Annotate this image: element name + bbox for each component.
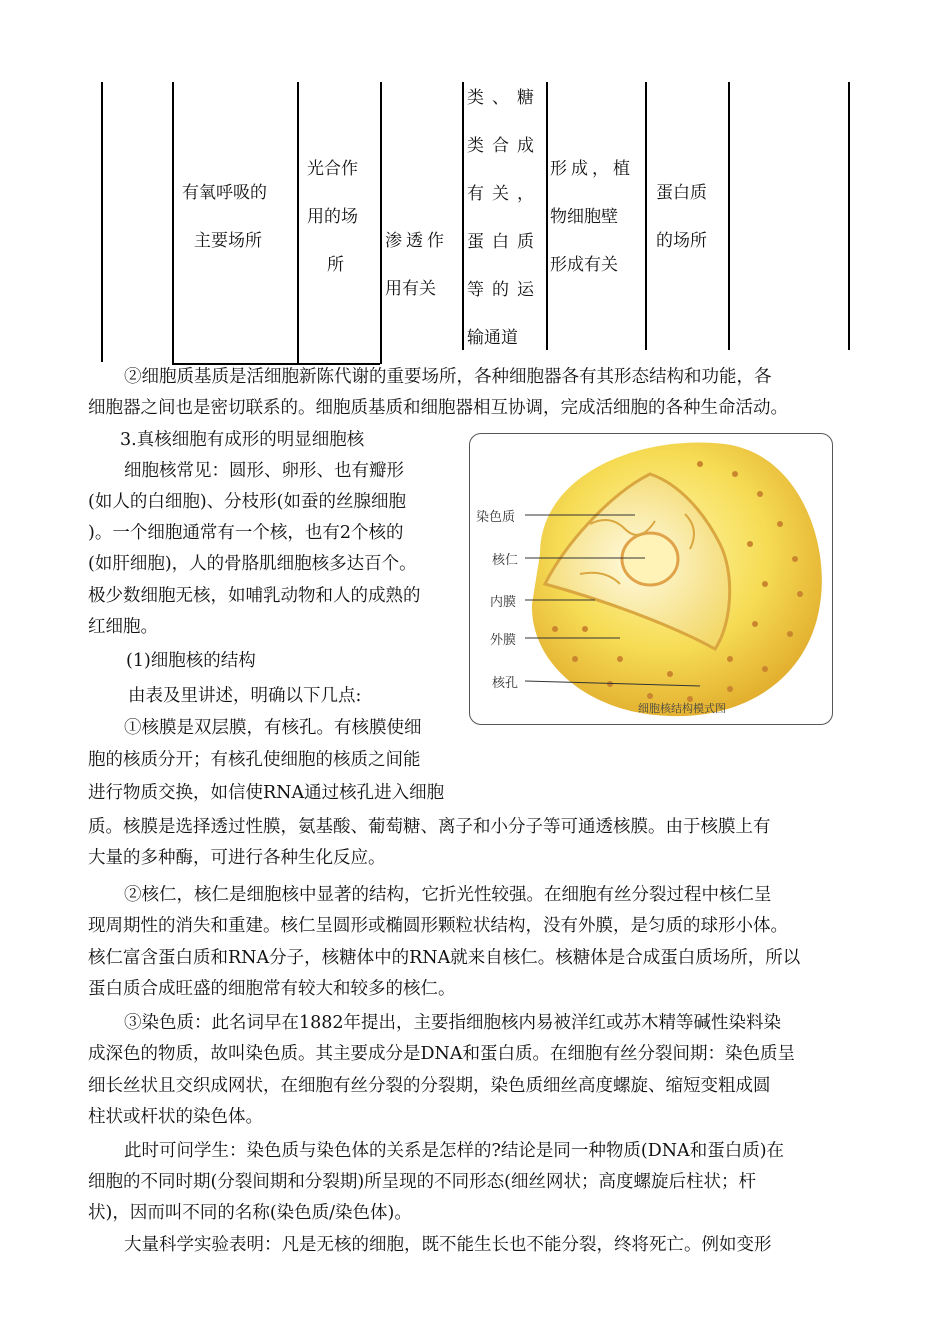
chromatin-line-3: 细长丝状且交织成网状，在细胞有丝分裂的分裂期，染色质细丝高度螺旋、缩短变粗成圆 bbox=[88, 1076, 771, 1096]
nucleolus-line-1: ②核仁，核仁是细胞核中显著的结构，它折光性较强。在细胞有丝分裂过程中核仁呈 bbox=[124, 885, 772, 905]
table-cell-ribosome bbox=[656, 169, 707, 265]
para1-line-1: ②细胞质基质是活细胞新陈代谢的重要场所，各种细胞器各有其形态结构和功能，各 bbox=[124, 367, 772, 387]
section3-line-6: 红细胞。 bbox=[88, 617, 158, 637]
point1-line-4: 质。核膜是选择透过性膜，氨基酸、葡萄糖、离子和小分子等可通透核膜。由于核膜上有 bbox=[88, 817, 771, 837]
cell-line: 类合成 bbox=[467, 136, 542, 156]
cell-line: 蛋白质 bbox=[656, 183, 707, 203]
label-nuclear-pore: 核孔 bbox=[492, 676, 519, 691]
chromatin-line-4: 柱状或杆状的染色体。 bbox=[88, 1107, 263, 1127]
cell-line: 用有关 bbox=[385, 279, 436, 299]
table-cell-respiration bbox=[182, 169, 267, 265]
section3-line-1: 细胞核常见：圆形、卵形、也有瓣形 bbox=[124, 461, 404, 481]
nucleus-illustration bbox=[470, 434, 832, 724]
section3-heading: 3.真核细胞有成形的明显细胞核 bbox=[120, 430, 365, 450]
cell-line: 输通道 bbox=[467, 328, 518, 348]
section3-line-3: )。一个细胞通常有一个核，也有2个核的 bbox=[88, 523, 404, 543]
point1-line-1: ①核膜是双层膜，有核孔。有核膜使细 bbox=[124, 718, 422, 738]
chromatin-line-2: 成深色的物质，故叫染色质。其主要成分是DNA和蛋白质。在细胞有丝分裂间期：染色质呈 bbox=[88, 1044, 795, 1064]
cell-line: 等的运 bbox=[467, 280, 542, 300]
cell-line: 类、糖 bbox=[467, 88, 542, 108]
structure-subheading: (1)细胞核的结构 bbox=[126, 651, 256, 671]
cell-line: 用的场 bbox=[307, 207, 358, 227]
label-inner-membrane: 内膜 bbox=[490, 595, 517, 610]
point1-line-5: 大量的多种酶，可进行各种生化反应。 bbox=[88, 848, 386, 868]
question-line-3: 状)，因而叫不同的名称(染色质/染色体)。 bbox=[88, 1203, 412, 1223]
table-cell-er bbox=[467, 74, 542, 362]
table-cell-osmosis bbox=[385, 217, 448, 313]
point1-line-3: 进行物质交换，如信使RNA通过核孔进入细胞 bbox=[88, 783, 445, 803]
structure-intro: 由表及里讲述，明确以下几点: bbox=[128, 686, 362, 706]
point1-line-2: 胞的核质分开；有核孔使细胞的核质之间能 bbox=[88, 750, 421, 770]
cell-line: 有关， bbox=[467, 184, 542, 204]
cell-line: 光合作 bbox=[307, 159, 358, 179]
chromatin-line-1: ③染色质：此名词早在1882年提出，主要指细胞核内易被洋红或苏木精等碱性染料染 bbox=[124, 1013, 782, 1033]
cell-line: 物细胞壁 bbox=[550, 207, 618, 227]
para1-line-2: 细胞器之间也是密切联系的。细胞质基质和细胞器相互协调，完成活细胞的各种生命活动。 bbox=[88, 398, 788, 418]
section3-line-5: 极少数细胞无核，如哺乳动物和人的成熟的 bbox=[88, 586, 421, 606]
cell-line: 所 bbox=[327, 255, 344, 275]
final-line-1: 大量科学实验表明：凡是无核的细胞，既不能生长也不能分裂，终将死亡。例如变形 bbox=[124, 1235, 772, 1255]
nucleus-diagram bbox=[469, 433, 833, 725]
cell-line: 的场所 bbox=[656, 231, 707, 251]
cell-line: 渗透作 bbox=[385, 231, 448, 251]
cell-line: 形成，植 bbox=[550, 159, 634, 179]
cell-line: 形成有关 bbox=[550, 255, 618, 275]
question-line-2: 细胞的不同时期(分裂间期和分裂期)所呈现的不同形态(细丝网状；高度螺旋后柱状；杆 bbox=[88, 1172, 756, 1192]
nucleolus-line-2: 现周期性的消失和重建。核仁呈圆形或椭圆形颗粒状结构，没有外膜，是匀质的球形小体。 bbox=[88, 916, 788, 936]
cell-line: 主要场所 bbox=[194, 231, 262, 251]
table-cell-golgi bbox=[550, 145, 634, 289]
label-outer-membrane: 外膜 bbox=[490, 633, 517, 648]
nucleolus-line-3: 核仁富含蛋白质和RNA分子，核糖体中的RNA就来自核仁。核糖体是合成蛋白质场所，所以 bbox=[88, 948, 801, 968]
section3-line-4: (如肝细胞)，人的骨胳肌细胞核多达百个。 bbox=[88, 554, 417, 574]
nucleolus-shape bbox=[622, 533, 678, 585]
label-nucleolus: 核仁 bbox=[492, 553, 519, 568]
section3-line-2: (如人的白细胞)、分枝形(如蚕的丝腺细胞 bbox=[88, 492, 406, 512]
cell-line: 有氧呼吸的 bbox=[182, 183, 267, 203]
label-chromatin: 染色质 bbox=[476, 510, 516, 525]
table-cell-photosynthesis bbox=[307, 145, 358, 289]
nucleolus-line-4: 蛋白质合成旺盛的细胞常有较大和较多的核仁。 bbox=[88, 979, 456, 999]
question-line-1: 此时可问学生：染色质与染色体的关系是怎样的?结论是同一种物质(DNA和蛋白质)在 bbox=[124, 1141, 785, 1161]
figure-caption: 细胞核结构模式图 bbox=[638, 702, 726, 715]
cell-line: 蛋白质 bbox=[467, 232, 542, 252]
